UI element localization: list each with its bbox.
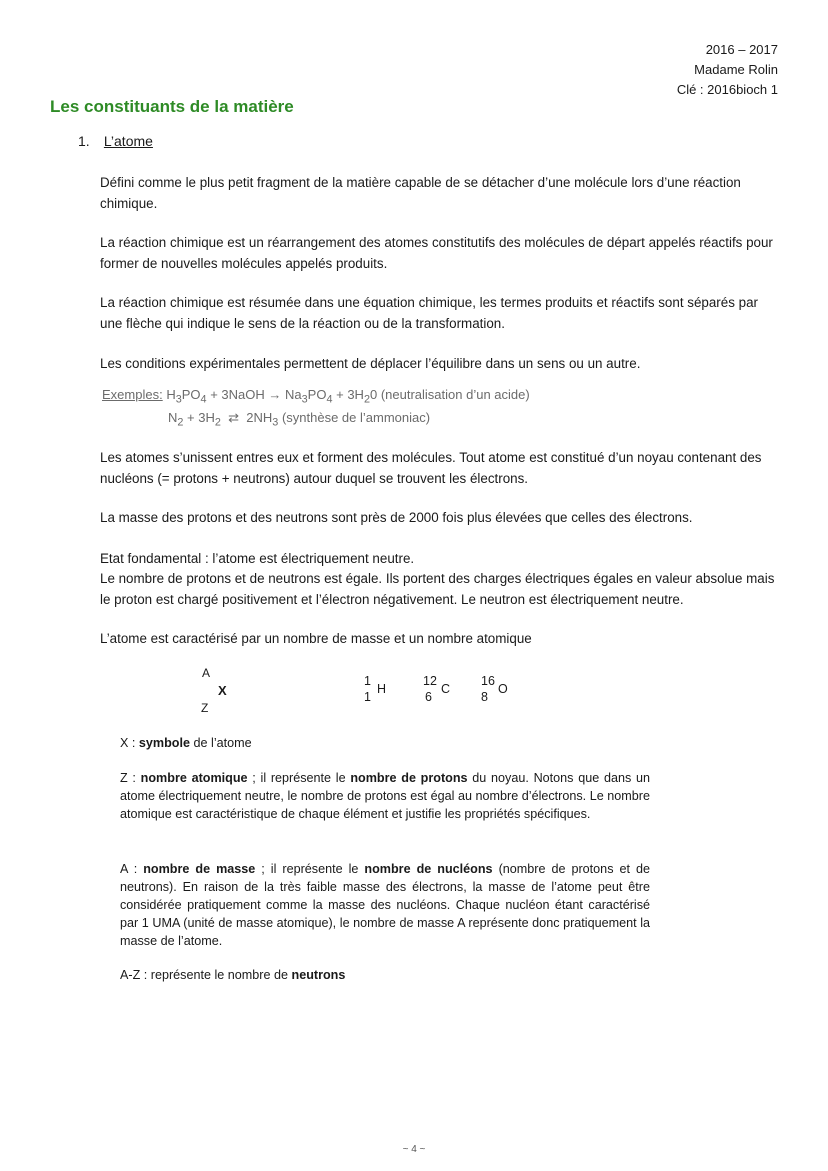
- atomic-number-letter: Z: [201, 701, 209, 715]
- page-title: Les constituants de la matière: [50, 97, 294, 116]
- paragraph-conditions: Les conditions expérimentales permettent de déplacer l’équilibre dans un sens ou un autre.: [100, 356, 641, 371]
- paragraph-definition: Défini comme le plus petit fragment de la matière capable de se détacher d’une molécule lors d’une réaction chimique.: [100, 175, 741, 211]
- document-header: [677, 40, 778, 100]
- reaction-arrow-icon: →: [268, 387, 282, 402]
- examples-label: Exemples:: [102, 387, 163, 402]
- teacher-name: Madame Rolin: [694, 62, 778, 77]
- definition-x: X : symbole de l’atome: [120, 736, 252, 750]
- definition-z: Z : nombre atomique ; il représente le nombre de protons du noyau. Notons que dans un atome électriquement neutre, le nombre de protons est égal au nombre d’électrons. Le nombre atomique est caractéristique de chaque élément et justifie les propriétés spécifiques.: [120, 771, 651, 821]
- paragraph-reaction: La réaction chimique est un réarrangement des atomes constitutifs des molécules de départ appelés réactifs pour former de nouvelles molécules appelés produits.: [100, 235, 773, 271]
- examples-block: [102, 386, 530, 431]
- page-number: ~ 4 ~: [402, 1144, 426, 1155]
- paragraph-charges: Le nombre de protons et de neutrons est égale. Ils portent des charges électriques égales en valeur absolue mais le proton est chargé positivement et l’électron négativement. Le neutron est électriquement neutre.: [100, 571, 775, 607]
- school-year: 2016 – 2017: [705, 42, 778, 57]
- mass-number-letter: A: [202, 666, 211, 680]
- paragraph-atoms: Les atomes s’unissent entres eux et forment des molécules. Tout atome est constitué d’un noyau contenant des nucléons (= protons + neutrons) autour duquel se trouvent les électrons.: [100, 450, 762, 486]
- example-1-note: (neutralisation d’un acide): [380, 387, 530, 402]
- definition-a: A : nombre de masse ; il représente le nombre de nucléons (nombre de protons et de neutrons). En raison de la très faible masse des électrons, la masse de l’atome peut être considérée pratiquement comme la masse des nucléons. Chaque nucléon étant caractérisé par 1 UMA (unité de masse atomique), le nombre de masse A représente donc pratiquement la masse de l’atome.: [120, 862, 650, 948]
- paragraph-ground-state: Etat fondamental : l’atome est électriquement neutre.: [100, 551, 415, 566]
- paragraph-equation: La réaction chimique est résumée dans une équation chimique, les termes produits et réactifs sont séparés par une flèche qui indique le sens de la réaction ou de la transformation.: [100, 295, 758, 331]
- definition-a-minus-z: A-Z : représente le nombre de neutrons: [120, 968, 346, 982]
- course-key: Clé : 2016bioch 1: [676, 82, 778, 97]
- example-2-note: (synthèse de l’ammoniac): [281, 409, 431, 425]
- paragraph-mass: La masse des protons et des neutrons sont près de 2000 fois plus élevées que celles des électrons.: [100, 510, 693, 525]
- equilibrium-arrow-icon: ⇄: [228, 409, 240, 425]
- example-equation-2: $N_2 + 3H_2$ ⇄ $2NH_3$ (synthèse de l’ammoniac): [168, 409, 431, 429]
- section-heading: [78, 133, 153, 149]
- section-label: L’atome: [103, 133, 153, 149]
- paragraph-characterized: L’atome est caractérisé par un nombre de masse et un nombre atomique: [100, 631, 532, 646]
- symbol-letter: X: [218, 683, 227, 698]
- section-number: 1.: [78, 133, 90, 149]
- example-equation-1: Exemples: $H_3PO_4$ + 3NaOH → $Na_3PO_4 + 3H_20$ (neutralisation d’un acide): [102, 387, 530, 406]
